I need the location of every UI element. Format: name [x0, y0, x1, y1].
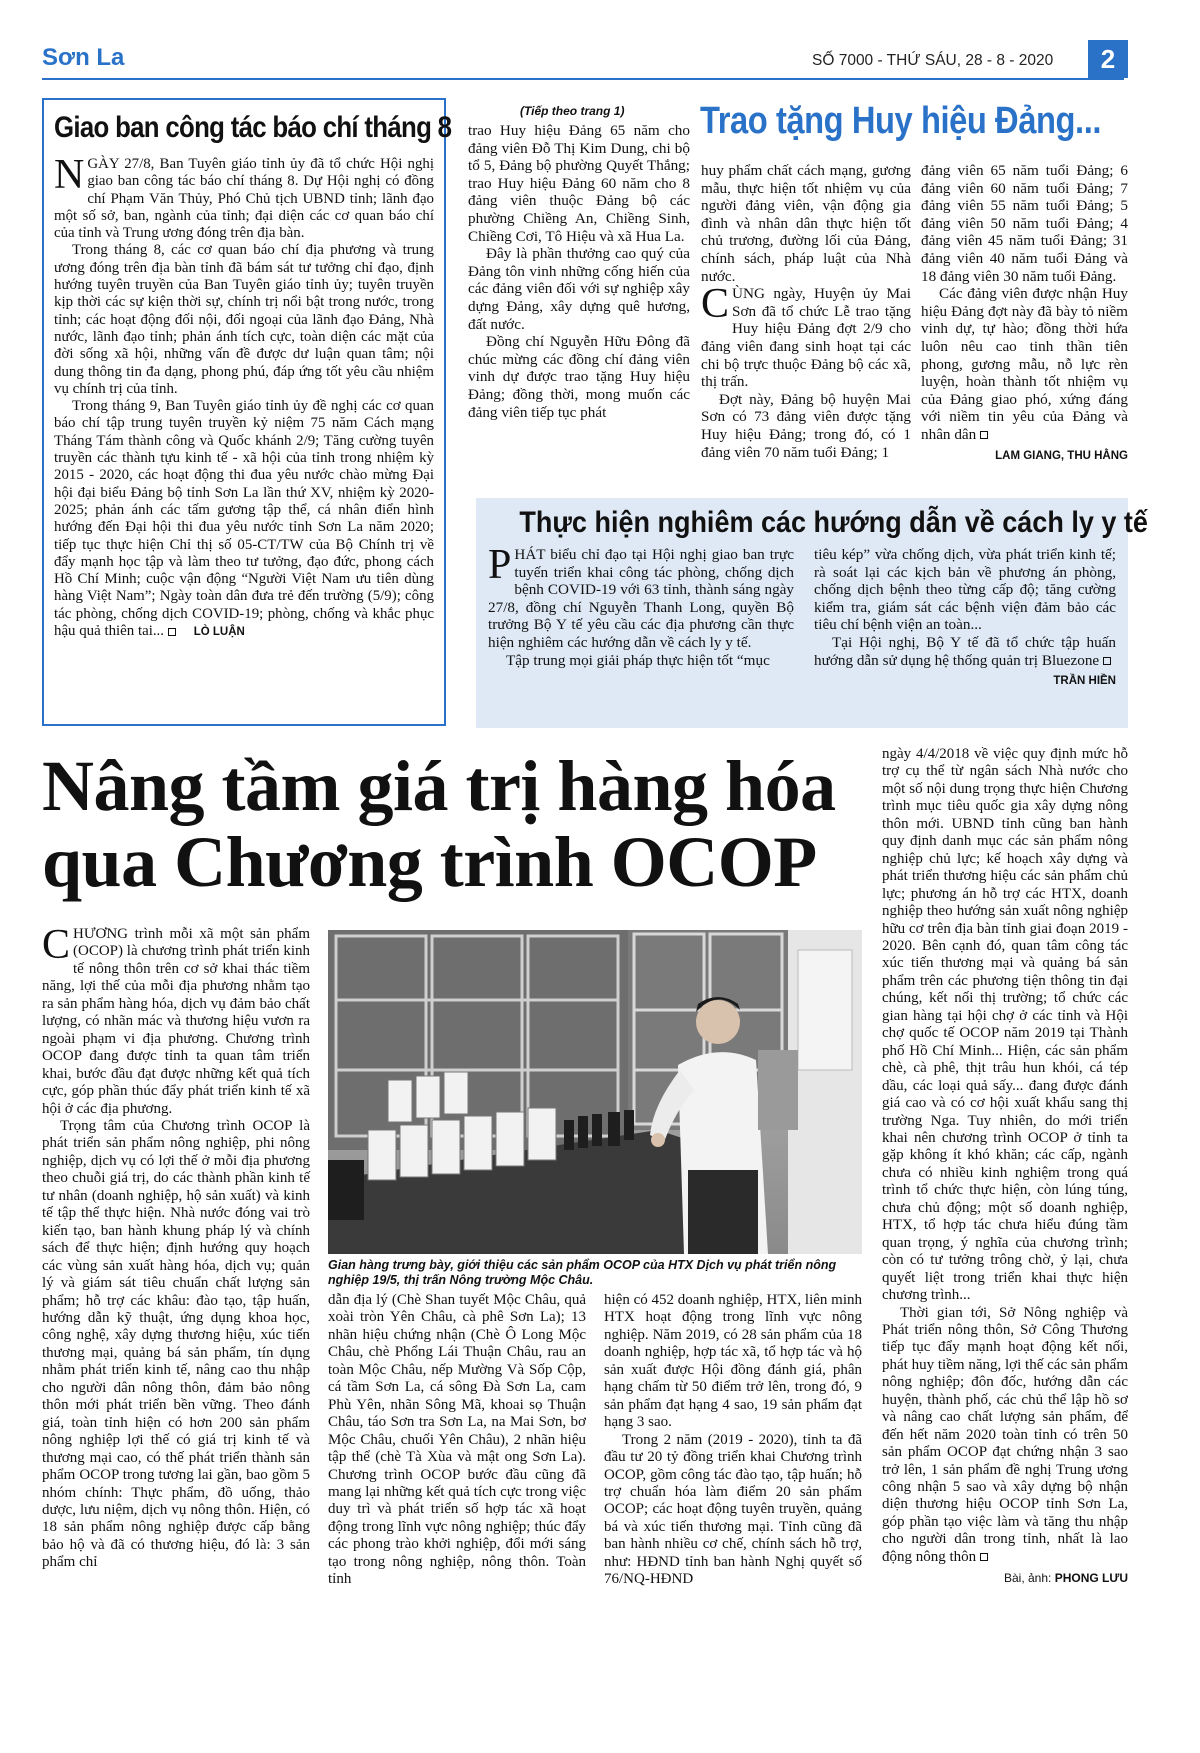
- column: [814, 546, 1116, 691]
- drop-cap: N: [54, 152, 85, 198]
- article-title: [42, 748, 862, 900]
- article-bao-chi: [42, 98, 452, 726]
- paragraph: PHÁT biểu chỉ đạo tại Hội nghị giao ban trực tuyến triển khai công tác phòng, chống dịch bệnh COVID-19 với 63 tỉnh, thành sáng ngày 27/8, đồng chí Nguyễn Thanh Long, quyền Bộ trưởng Bộ Y tế yêu cầu các địa phương cần thực hiện nghiêm các hướng dẫn về cách ly y tế.: [488, 542, 794, 651]
- author: LAM GIANG, THU HẰNG: [995, 449, 1128, 462]
- column: [882, 746, 1128, 1588]
- paragraph: Các đảng viên được nhận Huy hiệu Đảng đợt này đã bày tỏ niềm vinh dự, tự hào; đồng thời hứa luôn nêu cao tinh thần tiên phong, gương mẫu, nỗ lực rèn luyện, hoàn thành tốt nhiệm vụ của Đảng giao phó, xứng đáng với niềm tin yêu của Đảng và nhân dân: [921, 285, 1128, 443]
- column: [604, 1292, 862, 1589]
- byline: Bài, ảnh: PHONG LƯU: [1003, 1571, 1128, 1586]
- paragraph: NGÀY 27/8, Ban Tuyên giáo tỉnh ủy đã tổ chức Hội nghị giao ban công tác báo chí tháng 8. Dự Hội nghị có đồng chí Phạm Văn Thủy, Phó Chủ tịch UBND tỉnh; lãnh đạo một số sở, ban, ngành của tỉnh; đại diện các cơ quan báo chí của tỉnh và Trung ương đóng trên địa bàn.: [54, 152, 434, 242]
- drop-cap: P: [488, 542, 512, 588]
- author: LÒ LUẬN: [193, 626, 245, 639]
- end-mark-icon: [980, 431, 988, 439]
- column: [488, 542, 794, 691]
- article-cach-ly: [476, 498, 1148, 728]
- column: [42, 922, 310, 1572]
- paragraph: huy phẩm chất cách mạng, gương mẫu, thực hiện tốt nhiệm vụ của người đảng viên, vận động gia đình và nhân dân thực hiện tốt chủ trương, đường lối của Đảng, chính sách, pháp luật của Nhà nước.: [701, 162, 911, 285]
- paragraph: Tập trung mọi giải pháp thực hiện tốt “mục: [506, 651, 770, 669]
- column: [701, 162, 911, 461]
- paragraph: trao Huy hiệu Đảng 65 năm cho đảng viên Đỗ Thị Kim Dung, chi bộ tổ 5, Đảng bộ phường Quyết Thắng; trao Huy hiệu Đảng 60 năm cho 8 đảng viên thuộc Đảng bộ các phường Chiềng An, Chiềng Sinh, Chiềng Cơi, Tô Hiệu và xã Hua La.: [468, 122, 690, 245]
- paragraph: Đợt này, Đảng bộ huyện Mai Sơn có 73 đảng viên được tặng Huy hiệu Đảng; trong đó, có 1 đảng viên 70 năm tuổi Đảng; 1: [701, 390, 911, 461]
- article-photo: [328, 930, 862, 1254]
- paragraph: Đây là phần thưởng cao quý của Đảng tôn vinh những cống hiến của các đảng viên đối với sự nghiệp xây dựng Đảng, xây dựng quê hương, đất nước.: [468, 245, 690, 333]
- paragraph: CHƯƠNG trình mỗi xã một sản phẩm (OCOP) là chương trình phát triển kinh tế nông thôn trên cơ sở khai thác tiềm năng, lợi thế của mỗi địa phương nhằm tạo ra sản phẩm hàng hóa, dịch vụ đảm bảo chất lượng, có nhãn mác và thương hiệu vươn ra ngoài phạm vi địa phương. Chương trình OCOP đang được tỉnh ta quan tâm triển khai, bước đầu đạt được những kết quả tích cực, góp phần thúc đẩy phát triển kinh tế xã hội ở các địa phương.: [42, 922, 310, 1117]
- page-number: 2: [1088, 40, 1128, 78]
- paragraph: Trong 2 năm (2019 - 2020), tỉnh ta đã đầu tư 20 tỷ đồng triển khai Chương trình OCOP, gồm công tác đào tạo, tập huấn; hỗ trợ chuẩn hóa làm điểm 20 sản phẩm OCOP; các hoạt động tuyên truyền, quảng bá và xúc tiến thương mại. Tỉnh cũng đã ban hành nhiều cơ chế, chính sách hỗ trợ, như: HĐND tỉnh ban hành Nghị quyết số 76/NQ-HĐND: [604, 1431, 862, 1588]
- paragraph: Trong tháng 9, Ban Tuyên giáo tỉnh ủy đề nghị các cơ quan báo chí tập trung tuyên truyền kỷ niệm 75 năm Cách mạng Tháng Tám thành công và Quốc khánh 2/9; Tăng cường tuyên truyền các thành tựu kinh tế - xã hội của tỉnh trong nhiệm kỳ 2015 - 2020, các hoạt động thi đua yêu nước chào mừng Đại hội đại biểu Đảng bộ tỉnh Sơn La lần thứ XV, nhiệm kỳ 2020-2025; phản ánh các tấm gương tập thể, cá nhân điển hình hướng đến Đại hội thi đua yêu nước tỉnh Sơn La năm 2020; tiếp tục thực hiện Chỉ thị số 05-CT/TW của Bộ Chính trị về đẩy mạnh học tập và làm theo tư tưởng, đạo đức, phong cách Hồ Chí Minh; cuộc vận động “Người Việt Nam ưu tiên dùng hàng Việt Nam”; Ngày toàn dân đưa trẻ đến trường (5/9); công tác phòng, chống dịch COVID-19; phòng, chống và khắc phục hậu quả thiên tai... LÒ LUẬN: [54, 398, 434, 640]
- article-title: Thực hiện nghiêm các hướng dẫn về cách ly y tế: [519, 506, 1148, 539]
- author: PHONG LƯU: [1054, 1571, 1128, 1586]
- product-stall-photo: [328, 930, 862, 1254]
- photo-caption: Gian hàng trưng bày, giới thiệu các sản phẩm OCOP của HTX Dịch vụ phát triển nông nghiệp 19/5, thị trấn Nông trường Mộc Châu.: [328, 1258, 837, 1287]
- article-title: Trao tặng Huy hiệu Đảng...: [700, 100, 1102, 142]
- article-body: [54, 152, 434, 641]
- paragraph: ngày 4/4/2018 về việc quy định mức hỗ trợ cụ thể từ ngân sách Nhà nước cho một số nội dung trọng thực hiện Chương trình mục tiêu quốc gia xây dựng nông thôn mới. UBND tỉnh cũng ban hành quy định danh mục các sản phẩm nông nghiệp chủ lực; kế hoạch xây dựng và phát triển thương hiệu các sản phẩm chủ lực; phương án hỗ trợ các HTX, doanh nghiệp theo hướng sản xuất nông nghiệp hữu cơ trên địa bàn tỉnh giai đoạn 2019 - 2020. Bên cạnh đó, quan tâm công tác xúc tiến thương mại và quảng bá sản phẩm trên các phương tiện thông tin đại chúng, kết nối thị trường; tổ chức các gian hàng tại hội chợ ở các tỉnh và Hội chợ quốc tế OCOP năm 2019 tại Thành phố Hồ Chí Minh... Hiện, các sản phẩm chè, cà phê, thịt trâu hun khói, cá tép dầu, các loại quả sấy... đang được đánh giá cao và có cơ hội xuất khẩu sang thị trường Nga. Tuy nhiên, do mới triển khai nên chương trình OCOP ở tỉnh ta gặp không ít khó khăn; các cấp, ngành chưa có nhiều kinh nghiệm trong quá trình tổ chức thực hiện, còn lúng túng, chưa chủ động; một số doanh nghiệp, HTX, tổ hợp tác chưa hiểu đúng tầm quan trọng, ý nghĩa của chương trình; còn có tư tưởng trông chờ, ỷ lại, chưa quyết liệt trong triển khai thực hiện chương trình...: [882, 746, 1128, 1304]
- article-body: [488, 542, 1116, 691]
- title-line: qua Chương trình OCOP: [42, 822, 817, 902]
- paragraph: CÙNG ngày, Huyện ủy Mai Sơn đã tổ chức Lễ trao tặng Huy hiệu Đảng đợt 2/9 cho đảng viên đang sinh hoạt tại các chi bộ trực thuộc Đảng bộ các xã, thị trấn.: [701, 281, 911, 391]
- paragraph: Thời gian tới, Sở Nông nghiệp và Phát triển nông thôn, Sở Công Thương tiếp tục đẩy mạnh hoạt động kết nối, phát huy tiềm năng, lợi thế các sản phẩm nông nghiệp; đôn đốc, hướng dẫn các huyện, thành phố, các chủ thể lập hồ sơ và nâng cao chất lượng sản phẩm, để đến hết năm 2020 toàn tỉnh có trên 50 sản phẩm OCOP đạt chứng nhận 3 sao trở lên, 1 sản phẩm đề nghị Trung ương công nhận 5 sao và xây dựng bộ nhận diện thương hiệu OCOP tỉnh Sơn La, góp phần tạo việc làm và tăng thu nhập cho người dân trong tỉnh, nhất là lao động nông thôn: [882, 1304, 1128, 1565]
- paragraph: tiêu kép” vừa chống dịch, vừa phát triển kinh tế; rà soát lại các kịch bản về phương án phòng, chống dịch bệnh theo từng cấp độ; tăng cường kiểm tra, giám sát các bệnh viện đảm bảo các tiêu chí bệnh viện an toàn...: [814, 546, 1116, 634]
- end-mark-icon: [168, 628, 176, 636]
- paragraph: đảng viên 65 năm tuổi Đảng; 6 đảng viên 60 năm tuổi Đảng; 7 đảng viên 55 năm tuổi Đảng; 5 đảng viên 50 năm tuổi Đảng; 4 đảng viên 45 năm tuổi Đảng; 31 đảng viên 40 năm tuổi Đảng và 18 đảng viên 30 năm tuổi Đảng.: [921, 162, 1128, 285]
- paragraph: Trong tháng 8, các cơ quan báo chí địa phương và trung ương đóng trên địa bàn tỉnh đã bám sát tư tưởng chỉ đạo, định hướng tuyên truyền của Ban Tuyên giáo tỉnh ủy; tuyên truyền kịp thời các sự kiện thời sự, chính trị nổi bật trong nước, trong tỉnh; các hoạt động đối nội, đối ngoại của lãnh đạo Đảng, Nhà nước, lãnh đạo tỉnh; phản ánh tích cực, toàn diện các mặt của đời sống xã hội, những vấn đề được dư luận quan tâm; nội dung thông tin đa dạng, phong phú, đáp ứng tốt yêu cầu nhiệm vụ chính trị của tỉnh.: [54, 242, 434, 397]
- column: [468, 122, 690, 421]
- title-line: Nâng tầm giá trị hàng hóa: [42, 746, 836, 826]
- end-mark-icon: [1103, 657, 1111, 665]
- section-name: Sơn La: [42, 44, 125, 71]
- column: [328, 1292, 586, 1589]
- column: [921, 162, 1128, 465]
- article-title: Giao ban công tác báo chí tháng 8: [54, 111, 452, 144]
- paragraph: Tại Hội nghị, Bộ Y tế đã tổ chức tập huấn hướng dẫn sử dụng hệ thống quản trị Bluezone: [814, 633, 1116, 669]
- drop-cap: C: [42, 922, 71, 968]
- paragraph: hiện có 452 doanh nghiệp, HTX, liên minh HTX hoạt động trong lĩnh vực nông nghiệp. Năm 2019, có 28 sản phẩm của 18 doanh nghiệp, hợp tác xã, tổ hợp tác và hộ sản xuất được Hội đồng đánh giá, phân hạng chấm từ 50 điểm trở lên, trong đó, 9 sản phẩm đạt hạng 4 sao, 19 sản phẩm đạt hạng 3 sao.: [604, 1292, 862, 1431]
- paragraph: Đồng chí Nguyễn Hữu Đông đã chúc mừng các đồng chí đảng viên vinh dự được trao tặng Huy hiệu Đảng; đồng thời, mong muốn các đảng viên tiếp tục phát: [468, 333, 690, 421]
- drop-cap: C: [701, 281, 730, 328]
- end-mark-icon: [980, 1553, 988, 1561]
- header-rule: [42, 78, 1124, 80]
- author: TRẦN HIỀN: [1053, 675, 1116, 688]
- paragraph: Trọng tâm của Chương trình OCOP là phát triển sản phẩm nông nghiệp, phi nông nghiệp, dịch vụ có lợi thế ở mỗi địa phương theo chuỗi giá trị, do các thành phần kinh tế tư nhân (doanh nghiệp, hộ sản xuất) và kinh tế tập thể thực hiện. Nhà nước đóng vai trò kiến tạo, ban hành khung pháp lý và chính sách để thực hiện; định hướng quy hoạch các vùng sản xuất hàng hóa, dịch vụ; quản lý và giám sát tiêu chuẩn chất lượng sản phẩm; hỗ trợ các khâu: đào tạo, tập huấn, hướng dẫn kỹ thuật, ứng dụng khoa học, công nghệ, xây dựng thương hiệu, xúc tiến thương mại, quảng bá sản phẩm, tín dụng nhằm phát triển kinh tế, nâng cao thu nhập cho người dân nông thôn, đảm bảo nông thôn mới phát triển bền vững. Theo đánh giá, toàn tỉnh hiện có hơn 200 sản phẩm nông nghiệp lợi thế có giá trị kinh tế và thương mại cao, có thế phát triển thành sản phẩm OCOP trong tương lai gần, bao gồm 5 nhóm chính: Thực phẩm, đồ uống, thảo dược, lưu niệm, dịch vụ nông thôn. Hiện, có 18 sản phẩm nông nghiệp được cấp bằng bảo hộ và đã có thương hiệu, đó là: 3 sản phẩm chỉ: [42, 1117, 310, 1571]
- paragraph: dẫn địa lý (Chè Shan tuyết Mộc Châu, quả xoài tròn Yên Châu, cà phê Sơn La); 13 nhãn hiệu chứng nhận (Chè Ô Long Mộc Châu, chè Phổng Lái Thuận Châu, rau an toàn Mộc Châu, nếp Mường Và Sốp Cộp, cá tầm Sơn La, cá sông Đà Sơn La, cam Phù Yên, nhãn Sông Mã, khoai sọ Thuận Châu, táo Sơn tra Sơn La, na Mai Sơn, bơ Mộc Châu, chuối Yên Châu), 2 nhãn hiệu tập thể (chè Tà Xùa và mật ong Sơn La). Chương trình OCOP bước đầu cũng đã mang lại những kết quả tích cực trong việc duy trì và phát triển số hợp tác xã hoạt động trong lĩnh vực nông nghiệp; thúc đẩy các phong trào khởi nghiệp, đổi mới sáng tạo trong nông nghiệp, nông thôn. Toàn tỉnh: [328, 1292, 586, 1588]
- issue-date: SỐ 7000 - THỨ SÁU, 28 - 8 - 2020: [812, 52, 1054, 69]
- continued-note: (Tiếp theo trang 1): [520, 104, 625, 118]
